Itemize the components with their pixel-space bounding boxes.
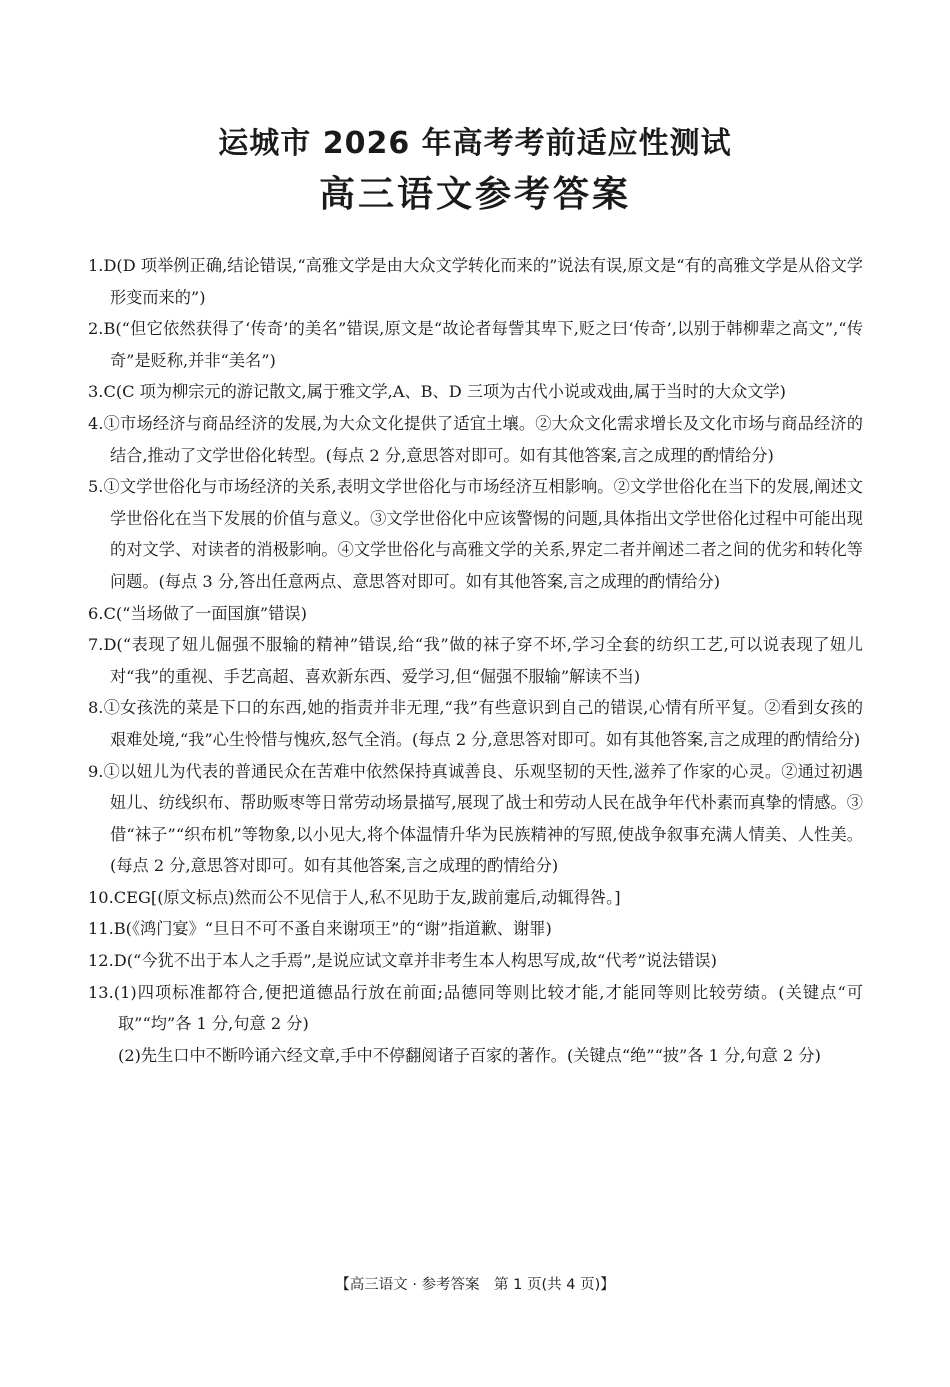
- answer-item-11: 11.B(《鸿门宴》“旦日不可不蚤自来谢项王”的“谢”指道歉、谢罪): [88, 919, 552, 939]
- answer-key-title: 高三语文参考答案: [318, 174, 631, 215]
- answer-item-2: 2.B(“但它依然获得了‘传奇’的美名”错误,原文是“故论者每訾其卑下,贬之曰‘传奇’,以别于韩柳辈之高文”,“传奇”是贬称,并非“美名”): [88, 319, 863, 370]
- answer-list: [88, 250, 863, 1071]
- answer-item-1: 1.D(D 项举例正确,结论错误,“高雅文学是由大众文学转化而来的”说法有误,原文是“有的高雅文学是从俗文学形变而来的”): [88, 256, 863, 307]
- answer-item-5: 5.①文学世俗化与市场经济的关系,表明文学世俗化与市场经济互相影响。②文学世俗化在当下的发展,阐述文学世俗化在当下发展的价值与意义。③文学世俗化中应该警惕的问题,具体指出文学世俗化过程中可能出现的对文学、对读者的消极影响。④文学世俗化与高雅文学的关系,界定二者并阐述二者之间的优劣和转化等问题。(每点 3 分,答出任意两点、意思答对即可。如有其他答案,言之成理的酌情给分): [88, 477, 863, 591]
- answer-item-8: 8.①女孩洗的菜是下口的东西,她的指责并非无理,“我”有些意识到自己的错误,心情有所平复。②看到女孩的艰难处境,“我”心生怜惜与愧疚,怒气全消。(每点 2 分,意思答对即可。如有其他答案,言之成理的酌情给分): [88, 698, 863, 749]
- page-footer: 【高三语文 · 参考答案 第 1 页(共 4 页)】: [335, 1277, 615, 1293]
- answer-item-13-part-2: (2)先生口中不断吟诵六经文章,手中不停翻阅诸子百家的著作。(关键点“绝”“披”各 1 分,句意 2 分): [118, 1045, 821, 1065]
- answer-item-9: 9.①以妞儿为代表的普通民众在苦难中依然保持真诚善良、乐观坚韧的天性,滋养了作家的心灵。②通过初遇妞儿、纺线织布、帮助贩枣等日常劳动场景描写,展现了战士和劳动人民在战争年代朴素而真挚的情感。③借“袜子”“织布机”等物象,以小见大,将个体温情升华为民族精神的写照,使战争叙事充满人情美、人性美。(每点 2 分,意思答对即可。如有其他答案,言之成理的酌情给分): [88, 761, 863, 876]
- exam-title: 运城市 2026 年高考考前适应性测试: [218, 126, 732, 161]
- answer-item-13: 13.(1)四项标准都符合,便把道德品行放在前面;品德同等则比较才能,才能同等则比较劳绩。(关键点“可取”“均”各 1 分,句意 2 分): [88, 982, 863, 1034]
- answer-item-7: 7.D(“表现了妞儿倔强不服输的精神”错误,给“我”做的袜子穿不坏,学习全套的纺织工艺,可以说表现了妞儿对“我”的重视、手艺高超、喜欢新东西、爱学习,但“倔强不服输”解读不当): [88, 635, 863, 686]
- answer-item-10: 10.CEG[(原文标点)然而公不见信于人,私不见助于友,跋前疐后,动辄得咎。]: [88, 887, 621, 907]
- answer-item-6: 6.C(“当场做了一面国旗”错误): [88, 603, 307, 623]
- answer-item-4: 4.①市场经济与商品经济的发展,为大众文化提供了适宜土壤。②大众文化需求增长及文化市场与商品经济的结合,推动了文学世俗化转型。(每点 2 分,意思答对即可。如有其他答案,言之成理的酌情给分): [88, 413, 863, 465]
- answer-item-12: 12.D(“今犹不出于本人之手焉”,是说应试文章并非考生本人构思写成,故“代考”说法错误): [88, 951, 717, 971]
- answer-item-3: 3.C(C 项为柳宗元的游记散文,属于雅文学,A、B、D 三项为古代小说或戏曲,属于当时的大众文学): [88, 382, 786, 402]
